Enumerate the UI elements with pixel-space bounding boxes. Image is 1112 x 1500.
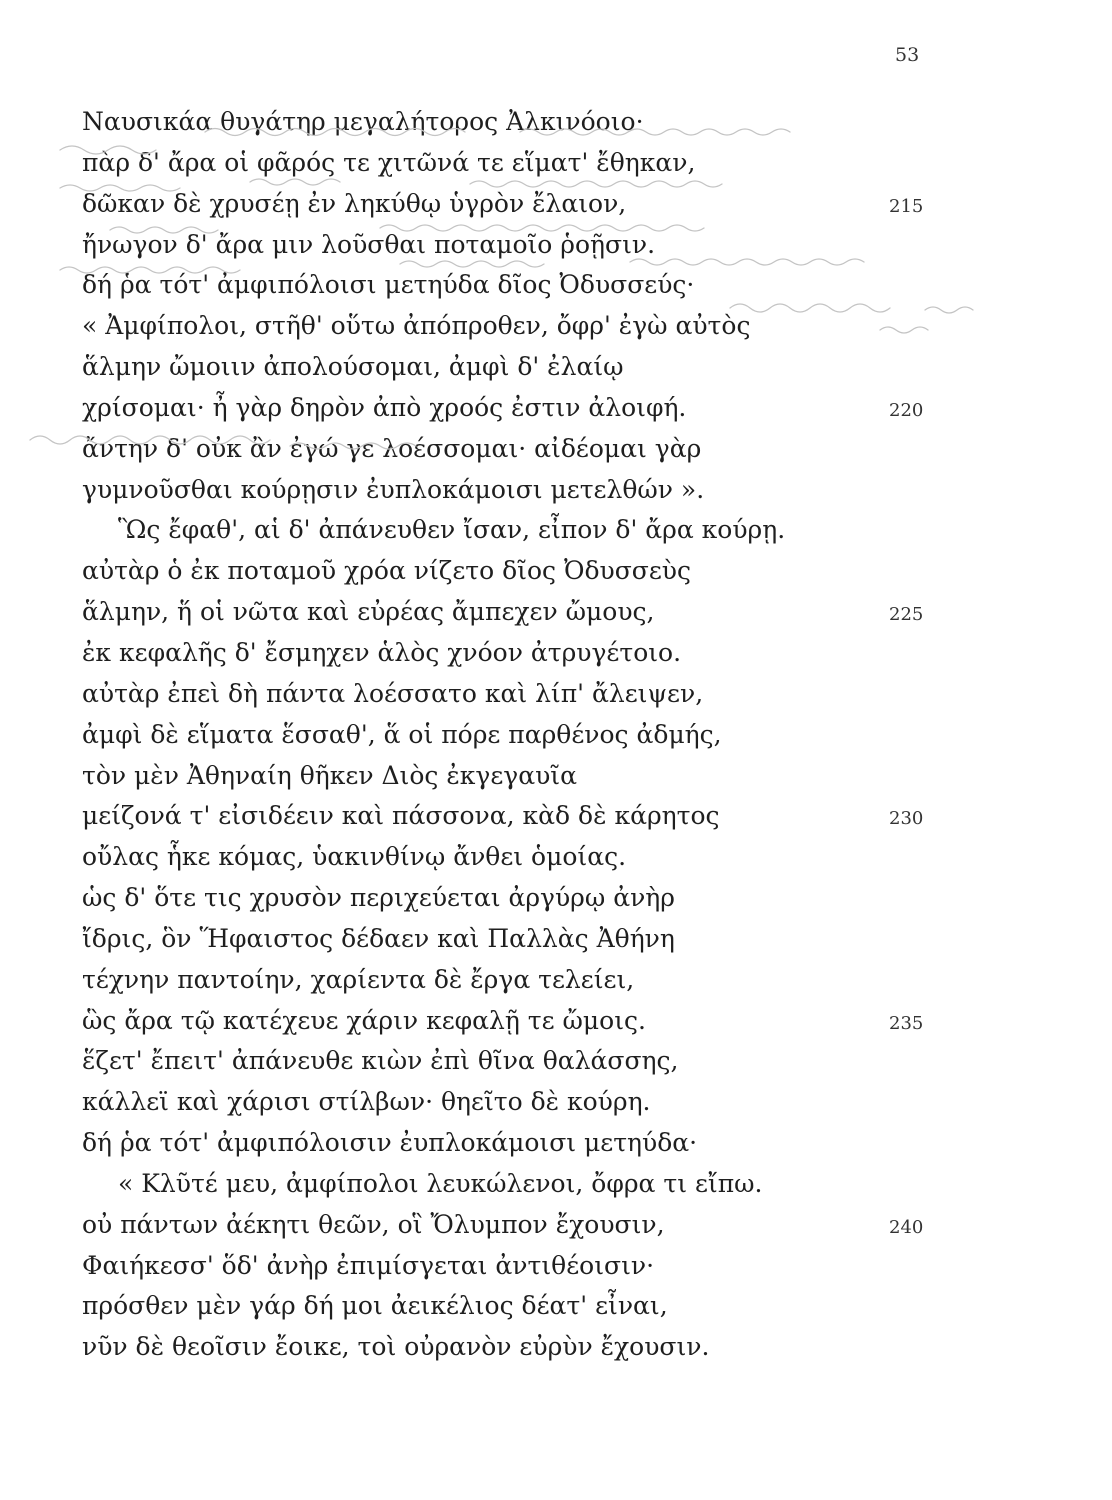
verse-line [82, 470, 942, 511]
verse-line [82, 510, 942, 551]
verse-text: « Ἀμφίπολοι, στῆθ' οὕτω ἀπόπροθεν, ὄφρ' ἐγὼ αὐτὸς [82, 311, 751, 341]
verse-text: ὣς ἄρα τῷ κατέχευε χάριν κεφαλῇ τε ὤμοις. [82, 1005, 646, 1035]
verse-line [82, 1327, 942, 1368]
verse-text: χρίσομαι· ἦ γὰρ δηρὸν ἀπὸ χροός ἐστιν ἀλοιφή. [82, 392, 687, 422]
verse-line [82, 592, 942, 633]
page-number: 53 [895, 44, 920, 66]
verse-line [82, 184, 942, 225]
verse-text: ἅλμην ὤμοιιν ἀπολούσομαι, ἀμφὶ δ' ἐλαίῳ [82, 352, 624, 382]
verse-text: οὔλας ἧκε κόμας, ὑακινθίνῳ ἄνθει ὁμοίας. [82, 842, 627, 872]
line-number: 215 [889, 195, 924, 217]
verse-text: Ναυσικάα θυγάτηρ μεγαλήτορος Ἀλκινόοιο· [82, 107, 644, 136]
verse-line [82, 1205, 942, 1246]
verse-line [82, 633, 942, 674]
verse-text: γυμνοῦσθαι κούρῃσιν ἐυπλοκάμοισι μετελθών ». [82, 474, 705, 504]
verse-text: ἄντην δ' οὐκ ἂν ἐγώ γε λοέσσομαι· αἰδέομαι γὰρ [82, 433, 702, 463]
verse-line [82, 388, 942, 429]
verse-line [82, 960, 942, 1001]
verse-line [82, 878, 942, 919]
verse-text: πρόσθεν μὲν γάρ δή μοι ἀεικέλιος δέατ' εἶναι, [82, 1291, 668, 1321]
verse-text: ἤνωγον δ' ἄρα μιν λοῦσθαι ποταμοῖο ῥοῇσιν. [82, 229, 656, 259]
verse-text: τὸν μὲν Ἀθηναίη θῆκεν Διὸς ἐκγεγαυῖα [82, 760, 577, 790]
verse-text: ἴδρις, ὃν Ἥφαιστος δέδαεν καὶ Παλλὰς Ἀθήνη [82, 923, 675, 953]
verse-line [82, 1164, 942, 1205]
verse-line [82, 102, 942, 143]
line-number: 235 [889, 1012, 924, 1034]
verse-text: ἕζετ' ἔπειτ' ἀπάνευθε κιὼν ἐπὶ θῖνα θαλάσσης, [82, 1046, 679, 1076]
verse-text: ἐκ κεφαλῆς δ' ἔσμηχεν ἁλὸς χνόον ἀτρυγέτοιο. [82, 637, 682, 667]
line-number: 230 [889, 808, 924, 830]
verse-line [82, 919, 942, 960]
line-number: 225 [889, 604, 924, 626]
verse-text: Ὣς ἔφαθ', αἱ δ' ἀπάνευθεν ἴσαν, εἶπον δ' ἄρα κούρῃ. [118, 515, 786, 545]
line-number: 220 [889, 399, 924, 421]
verse-text: τέχνην παντοίην, χαρίεντα δὲ ἔργα τελείει, [82, 964, 635, 994]
verse-line [82, 1082, 942, 1123]
verse-line [82, 837, 942, 878]
verse-line [82, 1123, 942, 1164]
verse-line [82, 551, 942, 592]
verse-line [82, 756, 942, 797]
verse-line [82, 429, 942, 470]
verse-text: μείζονά τ' εἰσιδέειν καὶ πάσσονα, κὰδ δὲ κάρητος [82, 801, 720, 831]
verse-block [82, 102, 942, 1368]
verse-text: ἅλμην, ἥ οἱ νῶτα καὶ εὐρέας ἄμπεχεν ὤμους, [82, 597, 655, 627]
verse-text: αὐτὰρ ἐπεὶ δὴ πάντα λοέσσατο καὶ λίπ' ἄλειψεν, [82, 678, 704, 708]
verse-text: νῦν δὲ θεοῖσιν ἔοικε, τοὶ οὐρανὸν εὐρὺν ἔχουσιν. [82, 1332, 710, 1362]
verse-line [82, 674, 942, 715]
verse-text: δή ῥα τότ' ἀμφιπόλοισιν ἐυπλοκάμοισι μετηύδα· [82, 1128, 698, 1158]
verse-line [82, 1001, 942, 1042]
verse-text: οὐ πάντων ἀέκητι θεῶν, οἳ Ὄλυμπον ἔχουσιν, [82, 1209, 665, 1239]
verse-text: ἀμφὶ δὲ εἵματα ἕσσαθ', ἅ οἱ πόρε παρθένος ἀδμής, [82, 719, 722, 749]
verse-line [82, 715, 942, 756]
verse-line [82, 143, 942, 184]
verse-line [82, 306, 942, 347]
verse-text: « Κλῦτέ μευ, ἀμφίπολοι λευκώλενοι, ὄφρα τι εἴπω. [118, 1168, 763, 1198]
verse-text: πὰρ δ' ἄρα οἱ φᾶρός τε χιτῶνά τε εἵματ' ἔθηκαν, [82, 147, 696, 177]
line-number: 240 [889, 1216, 924, 1238]
verse-text: δή ῥα τότ' ἀμφιπόλοισι μετηύδα δῖος Ὀδυσσεύς· [82, 270, 695, 300]
verse-line [82, 347, 942, 388]
verse-text: κάλλεϊ καὶ χάρισι στίλβων· θηεῖτο δὲ κούρη. [82, 1087, 651, 1117]
verse-line [82, 796, 942, 837]
verse-line [82, 1041, 942, 1082]
verse-line [82, 1246, 942, 1287]
verse-text: δῶκαν δὲ χρυσέῃ ἐν ληκύθῳ ὑγρὸν ἔλαιον, [82, 188, 627, 218]
verse-line [82, 1286, 942, 1327]
verse-text: ὡς δ' ὅτε τις χρυσὸν περιχεύεται ἀργύρῳ ἀνὴρ [82, 883, 675, 913]
verse-line [82, 265, 942, 306]
verse-text: Φαιήκεσσ' ὅδ' ἀνὴρ ἐπιμίσγεται ἀντιθέοισιν· [82, 1250, 655, 1280]
verse-text: αὐτὰρ ὁ ἐκ ποταμοῦ χρόα νίζετο δῖος Ὀδυσσεὺς [82, 556, 691, 586]
verse-line [82, 225, 942, 266]
